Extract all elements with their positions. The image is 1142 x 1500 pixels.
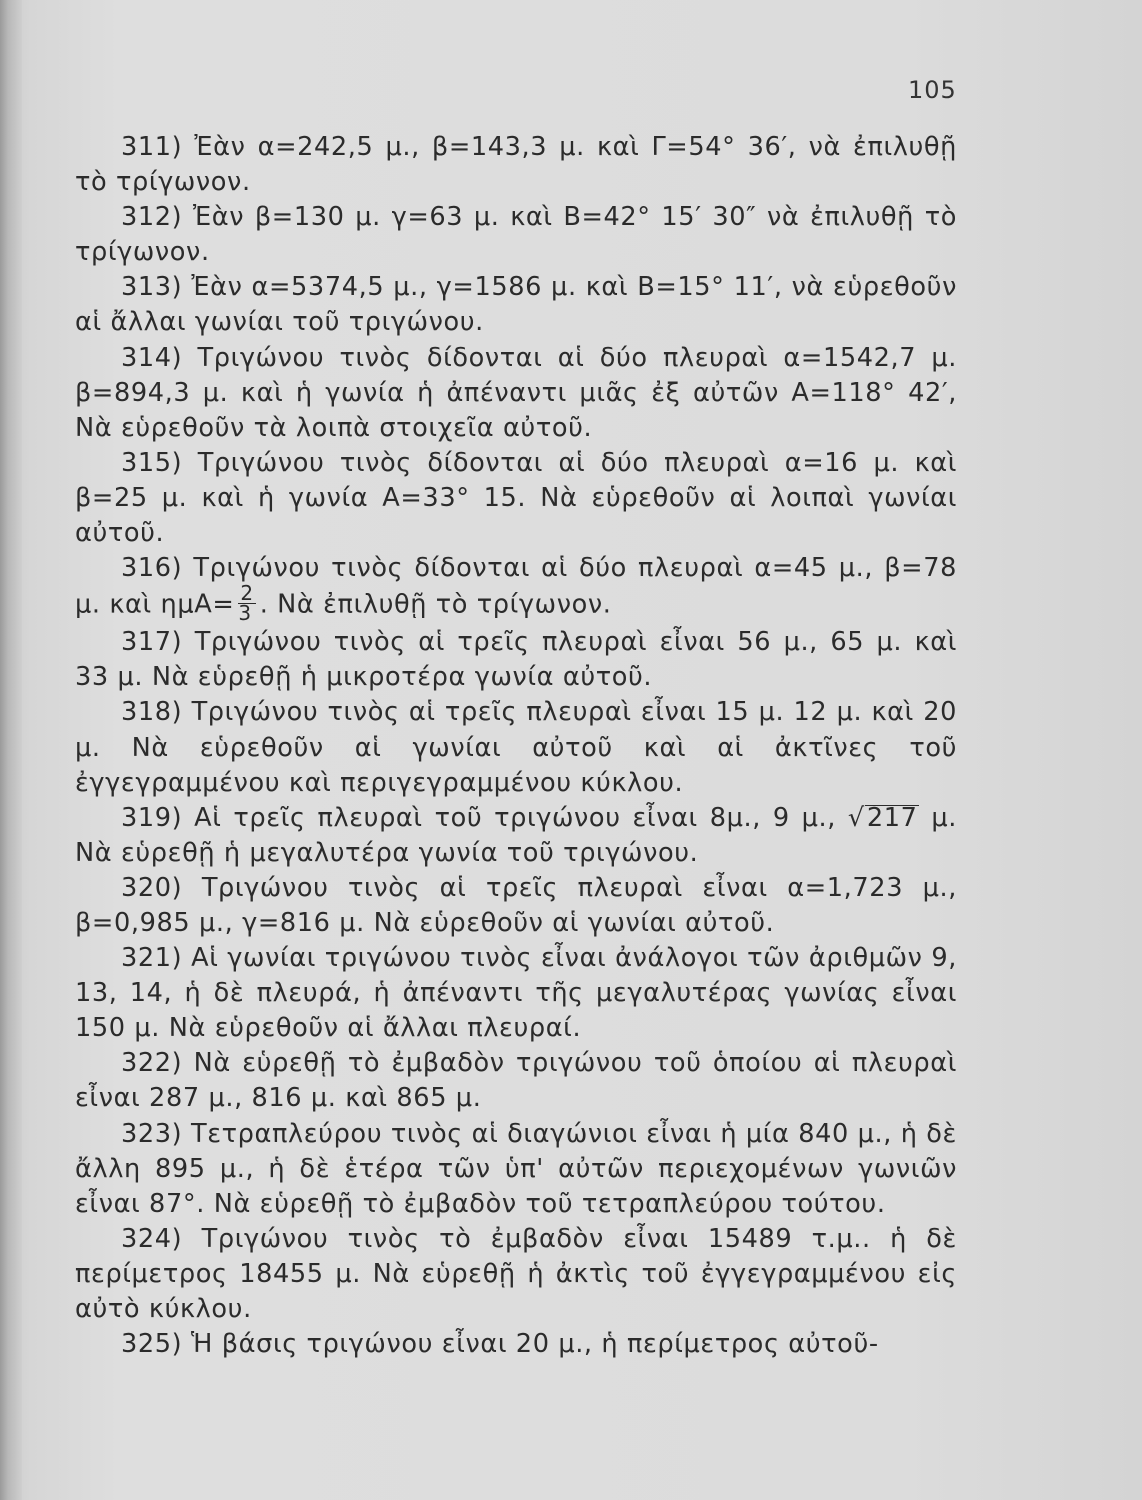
problem-324 <box>75 1222 957 1327</box>
problem-text-end: . Νὰ ἐπιλυθῇ τὸ τρίγωνον. <box>259 589 612 620</box>
problem-number: 317) <box>121 627 183 658</box>
fraction-denominator: 3 <box>238 601 252 626</box>
problem-text-end: μ. Νὰ εὑρεθῇ ἡ μεγαλυτέρα γωνία τοῦ τριγώνου. <box>75 802 957 868</box>
problem-text: Τριγώνου τινὸς δίδονται αἱ δύο πλευραὶ α=1542,7 μ. β=894,3 μ. καὶ ἡ γωνία ἡ ἀπέναντι μιᾶς ἐξ αὐτῶν Α=118° 42′, Νὰ εὑρεθοῦν τὰ λοιπὰ στοιχεῖα αὐτοῦ. <box>75 342 957 443</box>
problem-number: 321) <box>121 943 183 974</box>
problem-number: 316) <box>121 553 183 584</box>
problem-number: 325) <box>121 1329 183 1360</box>
problem-323 <box>75 1117 957 1222</box>
problem-text: Τριγώνου τινὸς αἱ τρεῖς πλευραὶ εἶναι 56 μ., 65 μ. καὶ 33 μ. Νὰ εὑρεθῇ ἡ μικροτέρα γωνία αὐτοῦ. <box>75 627 957 693</box>
problem-number: 323) <box>121 1118 183 1149</box>
problem-317 <box>75 625 957 695</box>
problem-text: Τριγώνου τινὸς δίδονται αἱ δύο πλευραὶ α=45 μ., β=78 μ. καὶ ημΑ= <box>75 553 957 620</box>
problem-319 <box>75 801 957 871</box>
problem-number: 318) <box>121 697 183 728</box>
square-root-radicand: 217 <box>866 802 918 833</box>
problem-312 <box>75 200 957 270</box>
problem-number: 319) <box>121 802 183 833</box>
problem-text: Τριγώνου τινὸς αἱ τρεῖς πλευραὶ εἶναι α=1,723 μ., β=0,985 μ., γ=816 μ. Νὰ εὑρεθοῦν αἱ γωνίαι αὐτοῦ. <box>75 872 957 938</box>
problem-number: 322) <box>121 1048 183 1079</box>
problem-320 <box>75 871 957 941</box>
problem-315 <box>75 446 957 551</box>
problem-text: Τετραπλεύρου τινὸς αἱ διαγώνιοι εἶναι ἡ μία 840 μ., ἡ δὲ ἄλλη 895 μ., ἡ δὲ ἑτέρα τῶν ὑπ' αὐτῶν περιεχομένων γωνιῶν εἶναι 87°. Νὰ εὑρεθῇ τὸ ἐμβαδὸν τοῦ τετραπλεύρου τούτου. <box>75 1118 957 1219</box>
problem-318 <box>75 695 957 800</box>
problem-313 <box>75 270 957 340</box>
problem-number: 314) <box>121 342 183 373</box>
problem-text: Τριγώνου τινὸς τὸ ἐμβαδὸν εἶναι 15489 τ.μ.. ἡ δὲ περίμετρος 18455 μ. Νὰ εὑρεθῇ ἡ ἀκτὶς τοῦ ἐγγεγραμμένου εἰς αὐτὸ κύκλου. <box>75 1223 957 1324</box>
problem-number: 311) <box>121 132 183 162</box>
problem-text: Τριγώνου τινὸς αἱ τρεῖς πλευραὶ εἶναι 15 μ. 12 μ. καὶ 20 μ. Νὰ εὑρεθοῦν αἱ γωνίαι αὐτοῦ καὶ αἱ ἀκτῖνες τοῦ ἐγγεγραμμένου καὶ περιγεγραμμένου κύκλου. <box>75 697 957 798</box>
problem-text: Ἐὰν α=242,5 μ., β=143,3 μ. καὶ Γ=54° 36′, νὰ ἐπιλυθῇ τὸ τρίγωνον. <box>75 132 957 198</box>
problem-text: Νὰ εὑρεθῇ τὸ ἐμβαδὸν τριγώνου τοῦ ὁποίου αἱ πλευραὶ εἶναι 287 μ., 816 μ. καὶ 865 μ. <box>75 1048 957 1114</box>
problem-321 <box>75 941 957 1046</box>
problem-text: Τριγώνου τινὸς δίδονται αἱ δύο πλευραὶ α=16 μ. καὶ β=25 μ. καὶ ἡ γωνία Α=33° 15. Νὰ εὑρεθοῦν αἱ λοιπαὶ γωνίαι αὐτοῦ. <box>75 447 957 549</box>
problem-311 <box>75 130 957 200</box>
problem-number: 324) <box>121 1223 183 1254</box>
problem-325 <box>75 1327 957 1362</box>
problem-text: Ἐὰν β=130 μ. γ=63 μ. καὶ Β=42° 15′ 30″ νὰ ἐπιλυθῇ τὸ τρίγωνον. <box>75 202 957 268</box>
problem-list <box>75 130 957 1362</box>
fraction-numerator: 2 <box>240 581 254 606</box>
problem-number: 312) <box>121 202 183 233</box>
page-number: 105 <box>908 76 957 104</box>
problem-text: Ἐὰν α=5374,5 μ., γ=1586 μ. καὶ Β=15° 11′, νὰ εὑρεθοῦν αἱ ἄλλαι γωνίαι τοῦ τριγώνου. <box>75 272 957 338</box>
problem-text: Αἱ γωνίαι τριγώνου τινὸς εἶναι ἀνάλογοι τῶν ἀριθμῶν 9, 13, 14, ἡ δὲ πλευρά, ἡ ἀπέναντι τῆς μεγαλυτέρας γωνίας εἶναι 150 μ. Νὰ εὑρεθοῦν αἱ ἄλλαι πλευραί. <box>75 943 957 1044</box>
problem-314 <box>75 341 957 446</box>
problem-number: 313) <box>121 272 183 303</box>
problem-number: 315) <box>121 447 183 478</box>
problem-text: Αἱ τρεῖς πλευραὶ τοῦ τριγώνου εἶναι 8μ., 9 μ., √ <box>194 802 865 833</box>
problem-316 <box>75 551 957 625</box>
problem-number: 320) <box>121 872 183 903</box>
problem-322 <box>75 1046 957 1116</box>
fraction <box>238 581 255 626</box>
problem-text: Ἡ βάσις τριγώνου εἶναι 20 μ., ἡ περίμετρος αὐτοῦ- <box>191 1329 879 1360</box>
book-spine-shadow <box>0 0 22 1500</box>
